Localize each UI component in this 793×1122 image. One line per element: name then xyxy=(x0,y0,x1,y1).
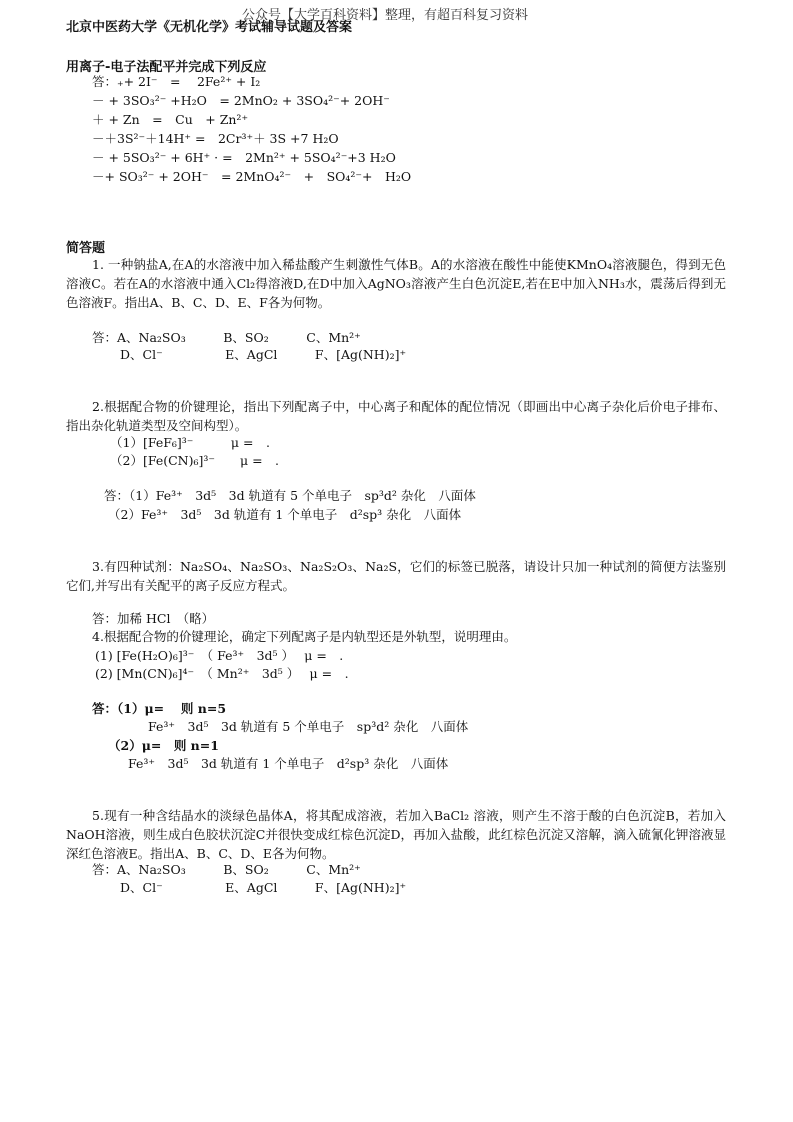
question-4-item-2: (2) [Mn(CN)₆]⁴⁻ （ Mn²⁺ 3d⁵ ） μ = . xyxy=(95,666,349,681)
question-2-text: 2.根据配合物的价键理论，指出下列配离子中，中心离子和配体的配位情况（即画出中心离子杂化后价电子排布、指出杂化轨道类型及空间构型）。 xyxy=(66,399,726,433)
question-4-text: 4.根据配合物的价键理论，确定下列配离子是内轨型还是外轨型，说明理由。 xyxy=(92,629,517,644)
question-1-answer-line-1: 答：A、Na₂SO₃ B、SO₂ C、Mn²⁺ xyxy=(92,330,361,345)
section-heading-short-answer: 简答题 xyxy=(66,241,106,256)
question-4-answer-1b: Fe³⁺ 3d⁵ 3d 轨道有 5 个单电子 sp³d² 杂化 八面体 xyxy=(148,719,469,734)
question-1-text: 1. 一种钠盐A,在A的水溶液中加入稀盐酸产生刺激性气体B。A的水溶液在酸性中能使KMnO₄溶液腿色，得到无色溶液C。若在A的水溶液中通入Cl₂得溶液D,在D中加入AgNO₃溶液产生白色沉淀E,若在E中加入NH₃水，震荡后得到无色溶液F。指出A、B、C、D、E、F各为何物。 xyxy=(66,257,726,310)
equation-line-3: ＋ + Zn = Cu + Zn²⁺ xyxy=(92,112,249,127)
section-heading-balance: 用离子-电子法配平并完成下列反应 xyxy=(66,60,267,75)
question-4-answer-2b: Fe³⁺ 3d⁵ 3d 轨道有 1 个单电子 d²sp³ 杂化 八面体 xyxy=(128,756,449,771)
question-2-answer-line-1: 答：（1）Fe³⁺ 3d⁵ 3d 轨道有 5 个单电子 sp³d² 杂化 八面体 xyxy=(104,488,476,503)
question-2-item-2: （2）[Fe(CN)₆]³⁻ μ = . xyxy=(110,453,280,468)
question-5-answer-line-1: 答：A、Na₂SO₃ B、SO₂ C、Mn²⁺ xyxy=(92,862,361,877)
document-title: 北京中医药大学《无机化学》考试辅导试题及答案 xyxy=(66,20,353,35)
question-5-answer-line-2: D、Cl⁻ E、AgCl F、[Ag(NH)₂]⁺ xyxy=(120,880,407,895)
question-3-answer: 答：加稀 HCl （略） xyxy=(92,611,215,626)
equation-line-1: 答：₊+ 2I⁻ = 2Fe²⁺ + I₂ xyxy=(92,74,261,89)
question-2-answer-line-2: （2）Fe³⁺ 3d⁵ 3d 轨道有 1 个单电子 d²sp³ 杂化 八面体 xyxy=(108,507,462,522)
equation-line-4: －＋3S²⁻＋14H⁺ = 2Cr³⁺＋ 3S +7 H₂O xyxy=(92,131,339,146)
question-2-item-1: （1）[FeF₆]³⁻ μ = . xyxy=(110,435,270,450)
question-3-text: 3.有四种试剂：Na₂SO₄、Na₂SO₃、Na₂S₂O₃、Na₂S，它们的标签已脱落，请设计只加一种试剂的简便方法鉴别它们,并写出有关配平的离子反应方程式。 xyxy=(66,559,726,593)
question-4-answer-2a: （2）μ= 则 n=1 xyxy=(108,738,219,753)
question-4-answer-1a: 答：（1）μ= 则 n=5 xyxy=(92,701,227,716)
equation-line-6: －+ SO₃²⁻ + 2OH⁻ = 2MnO₄²⁻ + SO₄²⁻+ H₂O xyxy=(92,169,412,184)
question-1-answer-line-2: D、Cl⁻ E、AgCl F、[Ag(NH)₂]⁺ xyxy=(120,347,407,362)
equation-line-2: － + 3SO₃²⁻ +H₂O = 2MnO₂ + 3SO₄²⁻+ 2OH⁻ xyxy=(92,93,390,108)
equation-line-5: － + 5SO₃²⁻ + 6H⁺ · = 2Mn²⁺ + 5SO₄²⁻+3 H₂O xyxy=(92,150,396,165)
watermark-text: 公众号【大学百科资料】整理，有超百科复习资料 xyxy=(242,8,529,23)
question-5-text: 5.现有一种含结晶水的淡绿色晶体A，将其配成溶液，若加入BaCl₂ 溶液，则产生不溶于酸的白色沉淀B，若加入NaOH溶液，则生成白色胶状沉淀C并很快变成红棕色沉淀D，再加入盐酸，此红棕色沉淀又溶解，滴入硫氰化钾溶液显深红色溶液E。指出A、B、C、D、E各为何物。 xyxy=(66,808,726,861)
question-4-item-1: (1) [Fe(H₂O)₆]³⁻ （ Fe³⁺ 3d⁵ ） μ = . xyxy=(95,648,344,663)
